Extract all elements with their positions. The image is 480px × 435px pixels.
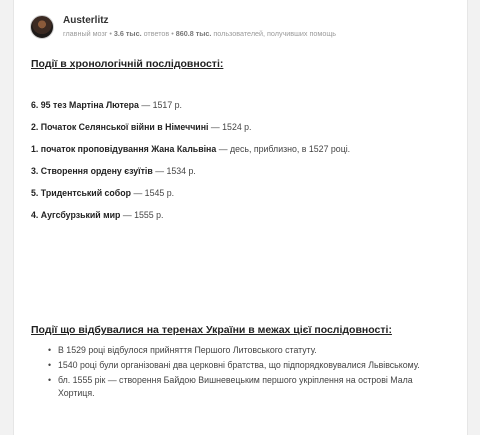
list-item: • бл. 1555 рік — створення Байдою Вишневецьким першого укріплення на острові Мала Хортиця. (58, 374, 448, 400)
answer-card (13, 0, 468, 435)
answer-author (30, 14, 336, 42)
author-name[interactable]: Austerlitz (63, 15, 109, 26)
section-title-ukraine: Події що відбувалися на теренах України в межах цієї послідовності: (31, 324, 392, 336)
answers-label: ответов (143, 29, 170, 38)
event-item: 2. Початок Селянської війни в Німеччині — 1524 р. (31, 122, 252, 132)
event-item: 1. початок проповідування Жана Кальвіна — десь, приблизно, в 1527 році. (31, 144, 351, 154)
ukraine-events-list (58, 344, 448, 402)
events-list (31, 99, 456, 222)
event-item: 5. Тридентський собор — 1545 р. (31, 188, 175, 198)
event-item: 4. Аугсбурзький мир — 1555 р. (31, 210, 164, 220)
stats-separator: • (109, 29, 114, 38)
helped-count: 860.8 тыс. (175, 29, 212, 38)
event-item: 6. 95 тез Мартіна Лютера — 1517 р. (31, 100, 182, 110)
list-item: • 1540 році були організовані два церковні братства, що підпорядковувалися Львівському. (58, 359, 448, 372)
list-item: • В 1529 році відбулося прийняття Першого Литовського статуту. (58, 344, 448, 357)
answer-body (31, 58, 456, 231)
author-rank: главный мозг (63, 29, 108, 38)
section-title-chronology: Події в хронологічній послідовності: (31, 58, 224, 70)
helped-label: пользователей, получивших помощь (213, 29, 336, 38)
user-avatar[interactable] (30, 15, 54, 39)
stats-separator: • (171, 29, 176, 38)
author-stats (63, 28, 336, 40)
answers-count: 3.6 тыс. (113, 29, 142, 38)
event-item: 3. Створення ордену єзуїтів — 1534 р. (31, 166, 196, 176)
author-meta (63, 14, 336, 40)
